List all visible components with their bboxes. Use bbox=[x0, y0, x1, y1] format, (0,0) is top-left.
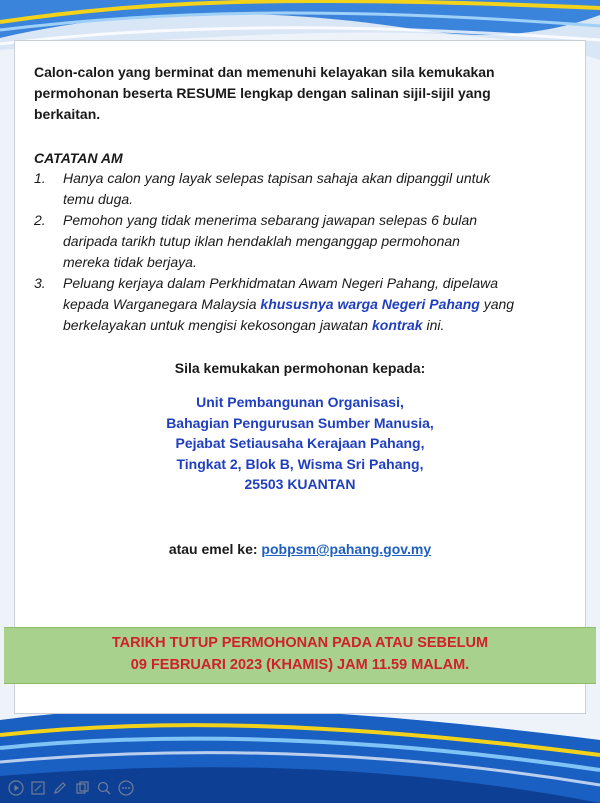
note-text: berkelayakan untuk mengisi kekosongan jawatan bbox=[63, 317, 372, 333]
note-number: 1. bbox=[34, 170, 46, 186]
note-line: daripada tarikh tutup iklan hendaklah menganggap permohonan bbox=[63, 233, 460, 249]
note-line: Peluang kerjaya dalam Perkhidmatan Awam Negeri Pahang, dipelawa bbox=[63, 275, 499, 291]
catatan-am-heading: CATATAN AM bbox=[34, 150, 123, 166]
play-icon[interactable] bbox=[8, 780, 24, 796]
zoom-icon[interactable] bbox=[96, 780, 112, 796]
notes-list bbox=[34, 168, 579, 336]
intro-line: Calon-calon yang berminat dan memenuhi kelayakan sila kemukakan bbox=[34, 64, 495, 80]
highlight-text: kontrak bbox=[371, 317, 423, 333]
more-icon[interactable] bbox=[118, 780, 134, 796]
note-item bbox=[34, 210, 579, 273]
pen-icon[interactable] bbox=[52, 780, 68, 796]
address-line: Pejabat Setiausaha Kerajaan Pahang, bbox=[175, 435, 425, 451]
note-line: Hanya calon yang layak selepas tapisan sahaja akan dipanggil untuk bbox=[63, 170, 491, 186]
address-line: 25503 KUANTAN bbox=[244, 476, 356, 492]
intro-paragraph bbox=[34, 62, 574, 125]
note-line: mereka tidak berjaya. bbox=[63, 254, 197, 270]
note-text: ini. bbox=[422, 317, 445, 333]
email-prefix: atau emel ke: bbox=[168, 541, 262, 557]
note-number: 2. bbox=[34, 212, 46, 228]
deadline-line: TARIKH TUTUP PERMOHONAN PADA ATAU SEBELUM bbox=[111, 635, 489, 651]
note-text: kepada Warganegara Malaysia bbox=[63, 296, 261, 312]
note-line bbox=[63, 294, 579, 315]
address-line: Unit Pembangunan Organisasi, bbox=[196, 394, 404, 410]
submit-heading: Sila kemukakan permohonan kepada: bbox=[174, 360, 426, 376]
intro-line: permohonan beserta RESUME lengkap dengan salinan sijil-sijil yang bbox=[34, 85, 491, 101]
address-line: Tingkat 2, Blok B, Wisma Sri Pahang, bbox=[176, 455, 424, 472]
note-line: Pemohon yang tidak menerima sebarang jawapan selepas 6 bulan bbox=[63, 212, 478, 228]
content-card bbox=[14, 40, 586, 714]
edit-icon[interactable] bbox=[30, 780, 46, 796]
note-number: 3. bbox=[34, 275, 46, 291]
copy-icon[interactable] bbox=[74, 780, 90, 796]
address-line: Bahagian Pengurusan Sumber Manusia, bbox=[166, 414, 434, 431]
intro-line: berkaitan. bbox=[34, 106, 101, 122]
email-link[interactable]: pobpsm@pahang.gov.my bbox=[261, 541, 432, 557]
address-block bbox=[14, 392, 586, 495]
viewer-toolbar bbox=[8, 780, 134, 798]
note-item bbox=[34, 273, 579, 336]
deadline-banner bbox=[4, 627, 596, 684]
note-line: temu duga. bbox=[63, 191, 134, 207]
email-line bbox=[14, 541, 586, 557]
note-text: yang bbox=[479, 296, 515, 312]
note-line bbox=[63, 315, 579, 336]
note-item bbox=[34, 168, 579, 210]
highlight-text: khususnya warga Negeri Pahang bbox=[260, 296, 480, 312]
deadline-line: 09 FEBRUARI 2023 (KHAMIS) JAM 11.59 MALAM. bbox=[130, 657, 470, 673]
